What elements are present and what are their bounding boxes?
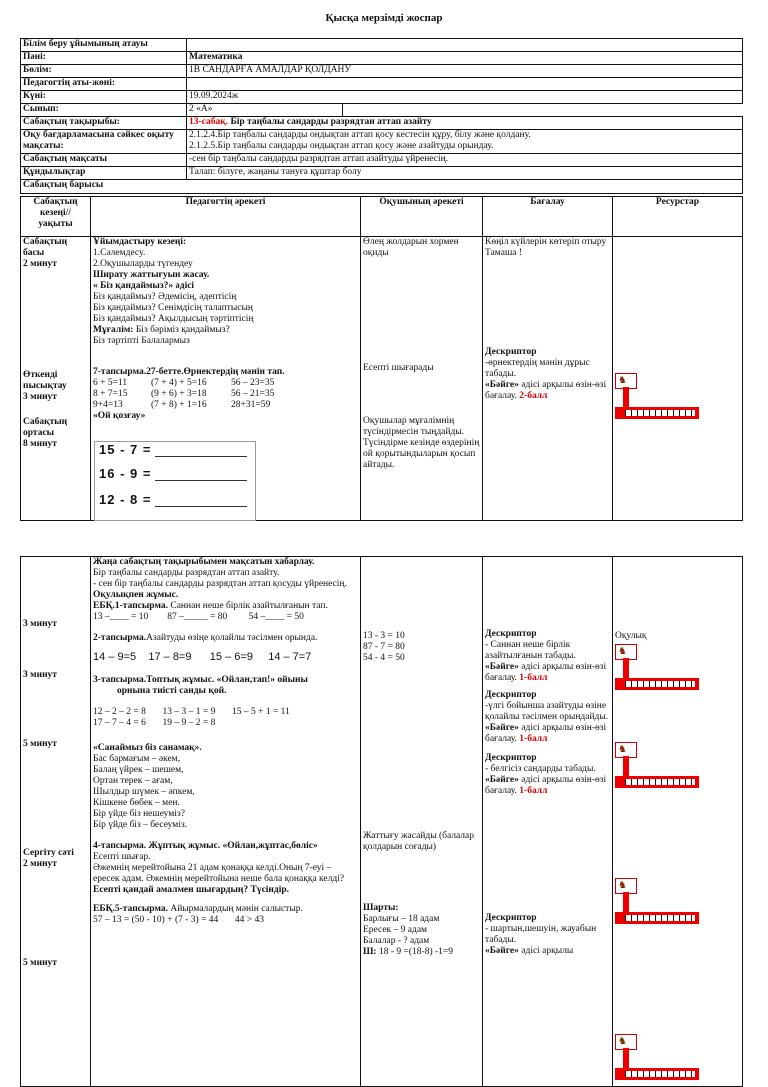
org-title: Ұйымдастыру кезеңі: [93, 237, 187, 247]
ws-eq-3: 12 - 8 = [99, 492, 152, 507]
d3-score: 1-балл [519, 786, 548, 796]
horse-ruler-icon: ♞ [615, 1034, 701, 1086]
student-c: Оқушылар мұғалімнің түсіндірмесін тыңдайды. Түсіндірме кезінде өздерінің ой қорытындыларын қосып айтады. [363, 416, 480, 470]
ebk1-eq: 13 –____ = 10 87 –_____ = 80 54 –____ = 50 [93, 612, 304, 622]
d2-score: 1-балл [519, 734, 548, 744]
horse-ruler-icon: ♞ [615, 373, 701, 425]
d3-tail: әдісі арқылы өзін-өзі бағалау. [485, 775, 607, 796]
oi-title: «Ой қозғау» [93, 411, 146, 421]
solution-text: 18 - 9 =(18-8) -1=9 [376, 947, 454, 957]
aim-value: -сен бір таңбалы сандарды разрядтан аттап азайтуды үйренесің. [187, 154, 743, 167]
d4-tail: әдісі арқылы [518, 946, 574, 956]
goal-1: 2.1.2.4.Бір таңбалы сандарды ондықтан аттап қосу кестесін құру, білу және қолдану. [189, 130, 531, 140]
class-label: Сынып: [21, 104, 187, 117]
class-value: 2 «А» [187, 104, 343, 117]
new-text: Бір таңбалы сандарды разрядтан аттап азайту. - сен бір таңбалы сандарды разрядтан аттап қосуды үйренесің. [93, 568, 347, 589]
task7-col2: (7 + 4) + 5=16 (9 + 6) + 3=18 (7 + 8) + 1=16 [151, 378, 207, 410]
worksheet-image [94, 441, 256, 521]
aim-label: Сабақтың мақсаты [21, 154, 187, 167]
section-value: 1В САНДАРҒА АМАЛДАР ҚОЛДАНУ [187, 65, 743, 78]
header-teacher: Педагогтің әрекеті [91, 197, 361, 237]
warmup-title: Ширату жаттығуын жасау. [93, 270, 210, 280]
assess-b-method [485, 380, 610, 402]
task2-text: Азайтуды өзіңе қолайлы тәсілмен орында. [146, 633, 318, 643]
descriptor-label: Дескриптор [485, 347, 537, 357]
task2-eq: 14 – 9=5 17 – 8=9 15 – 6=9 14 – 7=7 [93, 651, 312, 663]
ebk1-text: Саннан неше бірлік азайтылғанын тап. [167, 601, 328, 611]
stage-cell-2 [21, 557, 91, 1087]
time-5b: 5 минут [23, 958, 57, 968]
time-3a: 3 минут [23, 619, 57, 629]
assess-a: Көңіл күйлерін көтеріп отыру Тамаша ! [485, 237, 607, 258]
ws-eq-1: 15 - 7 = [99, 442, 152, 457]
horse-ruler-icon: ♞ [615, 742, 701, 794]
baige-label: «Бәйге» [485, 380, 519, 390]
assess-b: -өрнектердің мәнін дұрыс табады. [485, 358, 590, 379]
topic-number: 13-сабақ. [189, 117, 229, 127]
textbook-work: Оқулықпен жұмыс. [93, 590, 179, 600]
subject-value: Математика [187, 52, 743, 65]
d1-label: Дескриптор [485, 629, 537, 639]
section-label: Бөлім: [21, 65, 187, 78]
teacher-q: Біз бәріміз қандаймыз? [133, 325, 230, 335]
ebk5-text: Айырмалардың мәнін салыстыр. [167, 904, 303, 914]
task7-col3: 56 – 23=35 56 – 21=35 28+31=59 [231, 378, 275, 410]
assess-cell-2 [483, 557, 613, 1087]
task3-sub: орнына тиісті санды қой. [117, 686, 227, 696]
task4-title: 4-тапсырма. Жұптық жұмыс. «Ойлан,жұптас,бөліс» [93, 841, 318, 851]
warmup-text: Біз қандаймыз? Әдемісің, әдептісің Біз қандаймыз? Сенімдісің талаптысың Біз қандаймыз? Ақылдысың тәртіптісің [93, 292, 254, 324]
d1-tail: әдісі арқылы өзін-өзі бағалау. [485, 662, 607, 683]
header-stage: Сабақтың кезеңі// уақыты [21, 197, 91, 237]
date-value: 19.09.2024ж [187, 91, 743, 104]
score-2: 2-балл [519, 391, 548, 401]
resources-cell [613, 237, 743, 521]
student-b: Есепті шығарады [363, 363, 434, 373]
stage-cell [21, 237, 91, 521]
student-cell [361, 237, 483, 521]
horse-ruler-icon: ♞ [615, 644, 701, 696]
student-cell-2 [361, 557, 483, 1087]
d2-baige: «Бәйге» [485, 723, 519, 733]
assess-b-text: әдісі арқылы өзін-өзі бағалау. [485, 380, 607, 401]
topic-text: Бір таңбалы сандарды разрядтан аттап азайту [228, 117, 432, 127]
d2-method [485, 723, 610, 745]
student-exercise: Жаттығу жасайды (балалар қолдарын соғады) [363, 831, 475, 852]
goal-2: 2.1.2.5.Бір таңбалы сандарды ондықтан аттап қосу және азайтуды орындау. [189, 141, 494, 151]
teacher-label: Педагогтің аты-жөні: [21, 78, 187, 91]
task7-title: 7-тапсырма.27-бетте.Өрнектердің мәнін тап. [93, 367, 285, 377]
resource-book: Оқулық [615, 631, 647, 641]
warmup-method: « Біз қандаймыз?» әдісі [93, 281, 195, 291]
progress-label: Сабақтың барысы [21, 180, 743, 194]
values-value: Талап: білуге, жаңаны тануға құштар болу [187, 167, 743, 180]
subject-label: Пәні: [21, 52, 187, 65]
date-label: Күні: [21, 91, 187, 104]
task2 [93, 633, 358, 644]
org-text: 1.Сәлемдесу. 2.Оқушыларды түгендеу [93, 248, 193, 269]
lesson-table-2 [20, 556, 743, 1087]
d1-text: - Саннан неше бірлік азайтылғанын табады. [485, 640, 576, 661]
song-title: «Санаймыз біз санамақ». [93, 743, 202, 753]
page-title: Қысқа мерзімді жоспар [325, 12, 443, 24]
student-ebk1: 13 - 3 = 10 87 - 7 = 80 54 - 4 = 50 [363, 631, 405, 663]
student-a: Өлең жолдарын хормен оқиды [363, 237, 459, 258]
class-answer: Біз тәртіпті Балалармыз [93, 336, 190, 346]
ws-eq-2: 16 - 9 = [99, 466, 152, 481]
teacher-question [93, 325, 358, 336]
ebk5 [93, 904, 358, 915]
d2-text: -үлгі бойынша азайтуды өзіне қолайлы тәсілмен орындайды. [485, 701, 609, 722]
header-student: Оқушының әрекеті [361, 197, 483, 237]
header-resources: Ресурстар [613, 197, 743, 237]
values-label: Құндылықтар [21, 167, 187, 180]
d1-baige: «Бәйге» [485, 662, 519, 672]
assess-cell [483, 237, 613, 521]
song-text: Бас бармағым – әкем, Балаң үйрек – шешем, Ортан терек – ағам, Шылдыр шүмек – әпкем, Кішкене бөбек – мен. Бір үйде біз нешеуміз? Бір үйде біз – бесеуміз. [93, 754, 195, 830]
d3-text: - белгісіз сандарды табады. [485, 764, 596, 774]
d4-text: - шартын,шешуін, жауабын табады. [485, 924, 597, 945]
resources-cell-2 [613, 557, 743, 1087]
header-assess: Бағалау [483, 197, 613, 237]
d3-baige: «Бәйге» [485, 775, 519, 785]
task7-col1: 6 + 5=11 8 + 7=15 9+4=13 [93, 378, 128, 410]
task3-title: 3-тапсырма.Топтық жұмыс. «Ойлан,тап!» ойыны [93, 675, 308, 685]
task4-question: Есепті қандай амалмен шығардың? Түсіндір. [93, 885, 289, 895]
topic-value [187, 117, 743, 130]
new-title: Жаңа сабақтың тақырыбымен мақсатын хабарлау. [93, 557, 315, 567]
solution-label: Ш: [363, 947, 377, 957]
stage-middle: Сабақтың ортасы 8 минут [23, 417, 68, 449]
ebk5-title: ЕБҚ.5-тапсырма. [93, 904, 168, 914]
time-5a: 5 минут [23, 739, 57, 749]
condition-title: Шарты: [363, 903, 399, 913]
ebk1 [93, 601, 358, 612]
condition-solution [363, 947, 480, 958]
info-table [20, 38, 743, 194]
task3-eq: 12 – 2 – 2 = 8 13 – 3 – 1 = 9 15 – 5 + 1 = 11 17 – 7 – 4 = 6 19 – 9 – 2 = 8 [93, 707, 290, 728]
d2-label: Дескриптор [485, 690, 537, 700]
task2-title: 2-тапсырма. [93, 633, 147, 643]
time-3b: 3 минут [23, 670, 57, 680]
condition-text: Барлығы – 18 адам Ересек – 9 адам Балалар - ? адам [363, 914, 440, 946]
school-label: Білім беру ұйымының атауы [21, 39, 187, 52]
stage-review: Өткенді пысықтау 3 минут [23, 370, 67, 402]
d1-method [485, 662, 610, 684]
task4-text: Есепті шығар. Әжемнің мерейтойына 21 адам қонаққа келді.Оның 7-еуі – ересек адам. Әжемнің мерейтойына неше бала қонаққа келді? [93, 852, 345, 884]
teacher-word: Мұғалім: [93, 325, 134, 335]
d4-baige: «Бәйге» [485, 946, 519, 956]
ebk5-eq: 57 – 13 = (50 - 10) + (7 - 3) = 44 44 > 43 [93, 915, 265, 925]
topic-label: Сабақтың тақырыбы: [21, 117, 187, 130]
d1-score: 1-балл [519, 673, 548, 683]
d3-label: Дескриптор [485, 753, 537, 763]
d4-method [485, 946, 610, 957]
stage-start: Сабақтың басы 2 минут [23, 237, 68, 269]
teacher-cell-2 [91, 557, 361, 1087]
time-sergitu: Сергіту сәті 2 минут [23, 848, 74, 869]
d4-label: Дескриптор [485, 913, 537, 923]
d3-method [485, 775, 610, 797]
goal-label: Оқу бағдарламасына сәйкес оқыту мақсаты: [21, 130, 187, 154]
horse-ruler-icon: ♞ [615, 878, 701, 930]
goal-value [187, 130, 743, 154]
d2-tail: әдісі арқылы өзін-өзі бағалау. [485, 723, 607, 744]
ebk1-title: ЕБҚ.1-тапсырма. [93, 601, 168, 611]
